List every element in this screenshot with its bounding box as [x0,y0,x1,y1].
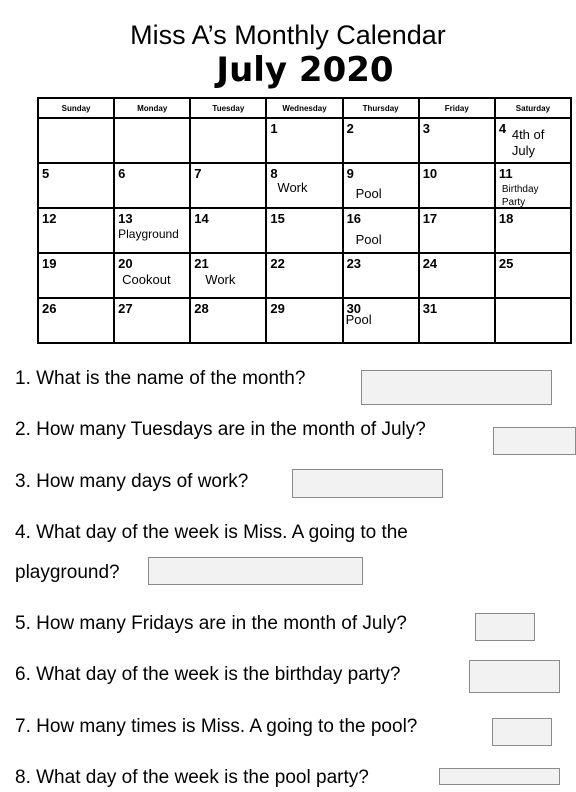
day-cell [38,298,114,343]
day-cell [38,253,114,298]
event-label: Playground [118,227,179,241]
day-cell [114,163,190,208]
day-cell [343,208,419,253]
day-number: 4 [498,121,507,136]
answer-box-6[interactable] [469,660,560,693]
event-label: 4th of July [511,127,545,158]
day-cell [419,253,495,298]
day-cell [114,253,190,298]
day-cell [266,253,342,298]
day-cell [190,163,266,208]
day-number: 2 [346,121,354,136]
day-number: 12 [42,211,57,226]
weekday-header: Tuesday [190,98,266,118]
day-number: 18 [498,211,514,226]
day-cell [419,298,495,343]
question-3: 3. How many days of work? [15,471,249,492]
day-number: 1 [270,121,278,136]
day-number: 21 [194,256,209,271]
day-number: 26 [42,301,57,316]
event-label: Pool [345,312,372,327]
day-cell [38,118,114,163]
answer-box-8[interactable] [439,768,560,785]
day-cell [190,118,266,163]
event-label: Pool [355,232,382,247]
day-cell [343,253,419,298]
day-number: 29 [270,301,285,316]
day-number: 16 [346,211,362,226]
event-label: Birthday Party [501,184,539,208]
day-number: 7 [194,166,202,181]
calendar-week [38,253,571,298]
calendar-grid [37,97,572,344]
day-cell [266,118,342,163]
day-number: 19 [42,256,57,271]
answer-box-3[interactable] [292,469,443,498]
day-number: 30 [346,301,362,316]
weekday-header: Saturday [495,98,571,118]
day-number: 13 [118,211,133,226]
weekday-header-row [38,98,571,118]
day-cell [495,163,571,208]
question-5: 5. How many Fridays are in the month of July? [15,613,407,634]
day-number: 9 [346,166,354,181]
question-4-continued: playground? [15,562,120,583]
answer-box-2[interactable] [493,427,576,455]
question-4: 4. What day of the week is Miss. A going to the [15,522,408,543]
answer-box-4[interactable] [148,557,363,585]
day-cell [114,208,190,253]
answer-box-5[interactable] [475,613,535,641]
page-title: Miss A’s Monthly Calendar [130,20,446,50]
weekday-header: Friday [419,98,495,118]
day-number: 3 [422,121,430,136]
weekday-header: Wednesday [266,98,342,118]
day-number: 20 [118,256,133,271]
day-cell [495,298,571,343]
day-number: 25 [498,256,514,271]
day-number: 10 [422,166,438,181]
day-cell [495,118,571,163]
day-cell [495,253,571,298]
question-1: 1. What is the name of the month? [15,368,306,389]
day-number: 8 [270,166,278,181]
day-number: 17 [422,211,438,226]
day-cell [114,118,190,163]
day-cell [343,163,419,208]
event-label: Cookout [122,272,171,287]
day-number: 24 [422,256,438,271]
day-cell [266,208,342,253]
day-cell [190,208,266,253]
day-number: 6 [118,166,126,181]
day-cell [343,298,419,343]
day-number: 28 [194,301,209,316]
day-number: 14 [194,211,209,226]
answer-box-1[interactable] [361,370,552,405]
day-cell [114,298,190,343]
weekday-header: Thursday [343,98,419,118]
calendar-week [38,208,571,253]
calendar-week [38,298,571,343]
day-cell [419,118,495,163]
day-cell [38,208,114,253]
month-heading: July 2020 [216,50,394,90]
event-label: Work [277,180,308,195]
day-number: 11 [498,166,513,181]
question-8: 8. What day of the week is the pool party? [15,767,369,788]
day-number: 31 [422,301,438,316]
weekday-header: Monday [114,98,190,118]
day-cell [190,298,266,343]
day-cell [266,163,342,208]
day-number: 22 [270,256,285,271]
question-2: 2. How many Tuesdays are in the month of July? [15,419,426,440]
event-label: Work [205,272,236,287]
question-6: 6. What day of the week is the birthday party? [15,664,401,685]
calendar-week [38,163,571,208]
day-cell [495,208,571,253]
day-cell [38,163,114,208]
calendar-week [38,118,571,163]
day-cell [266,298,342,343]
day-number: 15 [270,211,285,226]
question-7: 7. How many times is Miss. A going to the pool? [15,716,418,737]
day-number: 23 [346,256,362,271]
day-cell [190,253,266,298]
day-cell [419,163,495,208]
answer-box-7[interactable] [492,718,552,746]
day-cell [419,208,495,253]
day-number: 5 [42,166,50,181]
weekday-header: Sunday [38,98,114,118]
day-cell [343,118,419,163]
day-number: 27 [118,301,133,316]
event-label: Pool [355,186,382,201]
